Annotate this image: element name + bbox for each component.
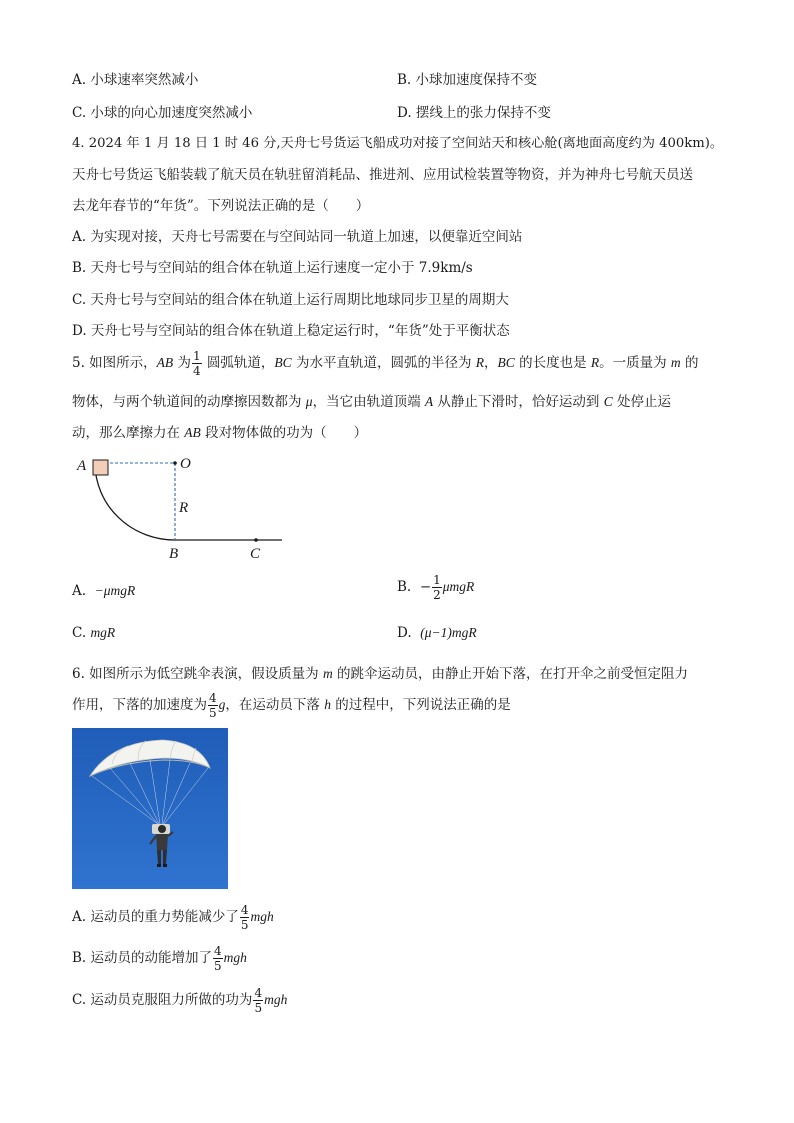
- q5-option-d: D. (μ−1)mgR: [397, 625, 477, 641]
- q3-option-b: B. 小球加速度保持不变: [397, 72, 538, 88]
- parachute-photo: [72, 728, 228, 889]
- q4-option-b: B. 天舟七号与空间站的组合体在轨道上运行速度一定小于 7.9km/s: [72, 260, 473, 276]
- q3-option-d: D. 摆线上的张力保持不变: [397, 105, 551, 121]
- q5-stem-line2: 物体，与两个轨道间的动摩擦因数都为 μ，当它由轨道顶端 A 从静止下滑时，恰好运动到 C 处停止运: [72, 394, 672, 410]
- q4-stem-line3: 去龙年春节的“年货”。下列说法正确的是（ ）: [72, 198, 370, 214]
- q5-option-c: C. mgR: [72, 625, 116, 641]
- q5-label-c: C: [250, 546, 261, 562]
- q5-option-a: A. −μmgR: [72, 583, 136, 599]
- q5-label-b: B: [169, 546, 179, 562]
- q4-option-c: C. 天舟七号与空间站的组合体在轨道上运行周期比地球同步卫星的周期大: [72, 292, 509, 308]
- q6-stem-line1: 6. 如图所示为低空跳伞表演，假设质量为 m 的跳伞运动员，由静止开始下落，在打开伞之前受恒定阻力: [72, 666, 689, 682]
- q5-track-diagram: [70, 450, 290, 565]
- q4-stem-line2: 天舟七号货运飞船装载了航天员在轨驻留消耗品、推进剂、应用试检装置等物资，并为神舟七号航天员送: [72, 167, 693, 183]
- q5-label-r: R: [179, 500, 189, 516]
- q4-stem-line1: 4. 2024 年 1 月 18 日 1 时 46 分,天舟七号货运飞船成功对接了空间站天和核心舱(离地面高度约为 400km)。: [72, 136, 724, 151]
- q5-stem-line3: 动，那么摩擦力在 AB 段对物体做的功为（ ）: [72, 425, 368, 441]
- q5-frac-quarter: $\frac{1}{4}$: [192, 349, 201, 378]
- q6-stem-line2: 作用，下落的加速度为 $\frac{4}{5}$ g，在运动员下落 h 的过程中，下列说法正确的是: [72, 691, 511, 720]
- q4-option-a: A. 为实现对接，天舟七号需要在与空间站同一轨道上加速，以便靠近空间站: [72, 229, 523, 245]
- q5-label-a: A: [77, 458, 87, 474]
- q4-option-d: D. 天舟七号与空间站的组合体在轨道上稳定运行时，“年货”处于平衡状态: [72, 323, 510, 339]
- q5-option-b: B. − $\frac{1}{2}$ μmgR: [397, 573, 475, 602]
- q3-option-c: C. 小球的向心加速度突然减小: [72, 105, 253, 121]
- q3-option-a: A. 小球速率突然减小: [72, 72, 199, 88]
- q6-option-b: B. 运动员的动能增加了 $\frac{4}{5}$ mgh: [72, 944, 247, 973]
- q5-label-o: O: [180, 456, 191, 472]
- q6-option-c: C. 运动员克服阻力所做的功为 $\frac{4}{5}$ mgh: [72, 986, 288, 1015]
- q5-stem-line1: 5. 如图所示，AB 为 $\frac{1}{4}$ 圆弧轨道，BC 为水平直轨道，圆弧的半径为 R，BC 的长度也是 R。一质量为 m 的: [72, 349, 699, 378]
- q6-option-a: A. 运动员的重力势能减少了 $\frac{4}{5}$ mgh: [72, 903, 274, 932]
